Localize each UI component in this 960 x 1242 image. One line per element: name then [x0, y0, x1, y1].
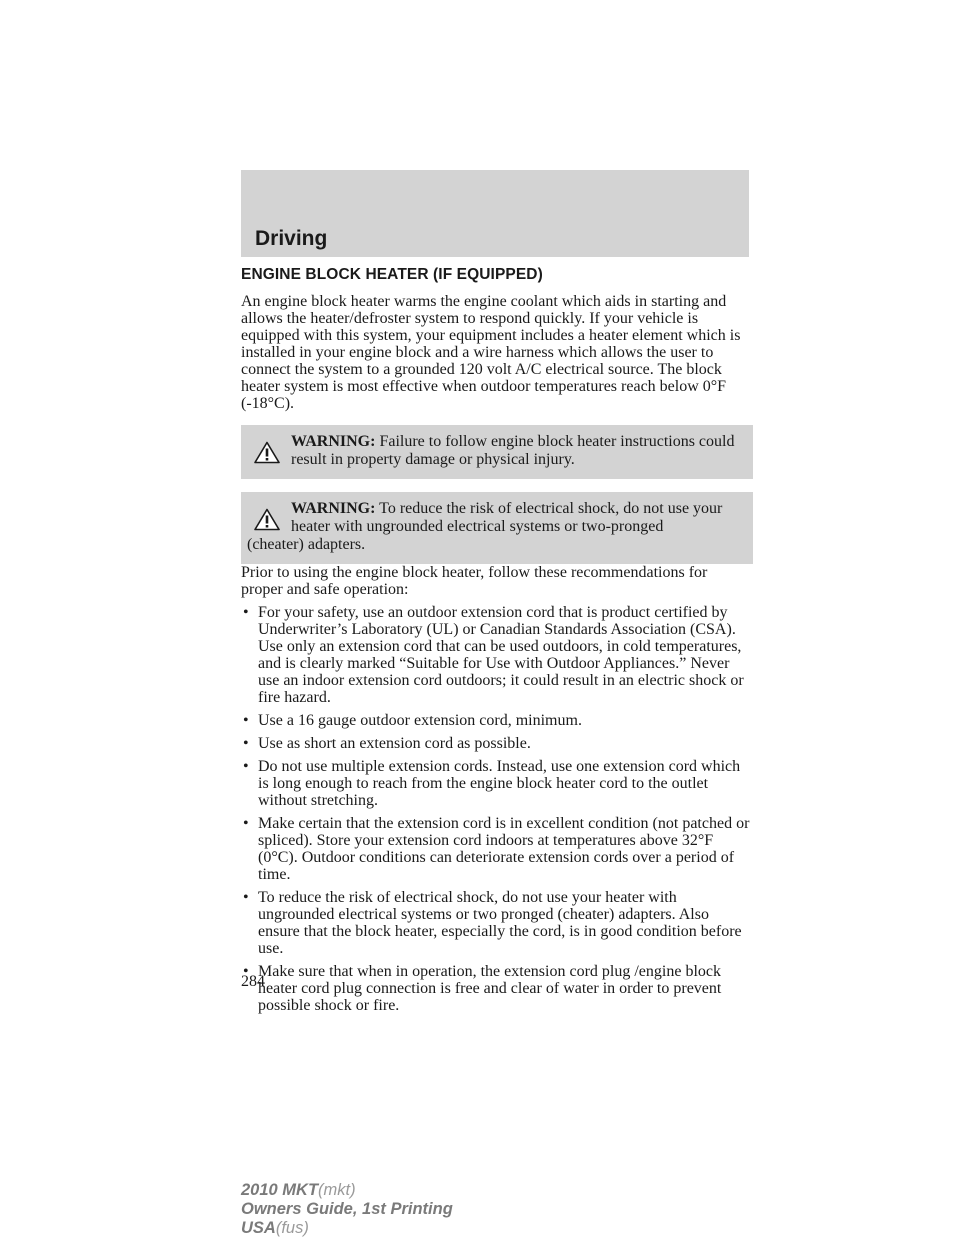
footer-market-code: (fus)	[275, 1219, 309, 1237]
footer-market: USA	[241, 1219, 276, 1237]
warning-triangle-icon	[254, 441, 280, 464]
section-title-driving: Driving	[255, 227, 328, 250]
intro-paragraph: An engine block heater warms the engine coolant which aids in starting and allows the heater/defroster system to respond quickly. If your vehicle is equipped with this system, your equipment includes a heater element which is installed in your engine block and a wire harness which allows the user to connect the system to a grounded 120 volt A/C electrical source. The block heater system is most effective when outdoor temperatures reach below 0°F (-18°C).	[241, 293, 741, 412]
list-item: • Use a 16 gauge outdoor extension cord, minimum.	[241, 712, 753, 729]
page-number: 284	[241, 973, 265, 990]
print-footer	[241, 1181, 453, 1238]
footer-line-3	[241, 1219, 453, 1238]
list-item: • Do not use multiple extension cords. Instead, use one extension cord which is long enough to reach from the engine block heater cord to the outlet without stretching.	[241, 758, 753, 809]
warning-label: WARNING:	[291, 433, 376, 450]
article-title: ENGINE BLOCK HEATER (IF EQUIPPED)	[241, 266, 543, 283]
warning-box-1	[241, 425, 753, 479]
warning-text-continued: (cheater) adapters.	[247, 536, 366, 553]
section-header-band	[241, 170, 749, 257]
warning-text: Failure to follow engine block heater instructions could result in property damage or physical injury.	[291, 433, 735, 468]
list-item: • To reduce the risk of electrical shock, do not use your heater with ungrounded electrical systems or two pronged (cheater) adapters. Also ensure that the block heater, especially the cord, is in good condition before use.	[241, 889, 753, 957]
footer-model: 2010 MKT	[241, 1181, 319, 1199]
warning-text: To reduce the risk of electrical shock, do not use your heater with ungrounded electrical systems or two-pronged	[291, 500, 723, 535]
footer-model-code: (mkt)	[318, 1181, 356, 1199]
warning-triangle-icon	[254, 508, 280, 531]
list-item: • Make certain that the extension cord is in excellent condition (not patched or spliced). Store your extension cord indoors at temperatures above 32°F (0°C). Outdoor conditions can deteriorate extension cords over a period of time.	[241, 815, 753, 883]
warning-label: WARNING:	[291, 500, 376, 517]
recommendations-list	[241, 604, 753, 1014]
list-item: • Use as short an extension cord as possible.	[241, 735, 753, 752]
footer-line-1	[241, 1181, 453, 1200]
page-content	[241, 266, 753, 1020]
footer-line-2: Owners Guide, 1st Printing	[241, 1200, 453, 1218]
list-item: • Make sure that when in operation, the extension cord plug /engine block heater cord plug connection is free and clear of water in order to prevent possible shock or fire.	[241, 963, 753, 1014]
warning-box-2	[241, 492, 753, 564]
list-item: • For your safety, use an outdoor extension cord that is product certified by Underwriter’s Laboratory (UL) or Canadian Standards Association (CSA). Use only an extension cord that can be used outdoors, in cold temperatures, and is clearly marked “Suitable for Use with Outdoor Appliances.” Never use an indoor extension cord outdoors; it could result in an electric shock or fire hazard.	[241, 604, 753, 706]
lead-in-paragraph: Prior to using the engine block heater, follow these recommendations for proper and safe operation:	[241, 564, 708, 598]
